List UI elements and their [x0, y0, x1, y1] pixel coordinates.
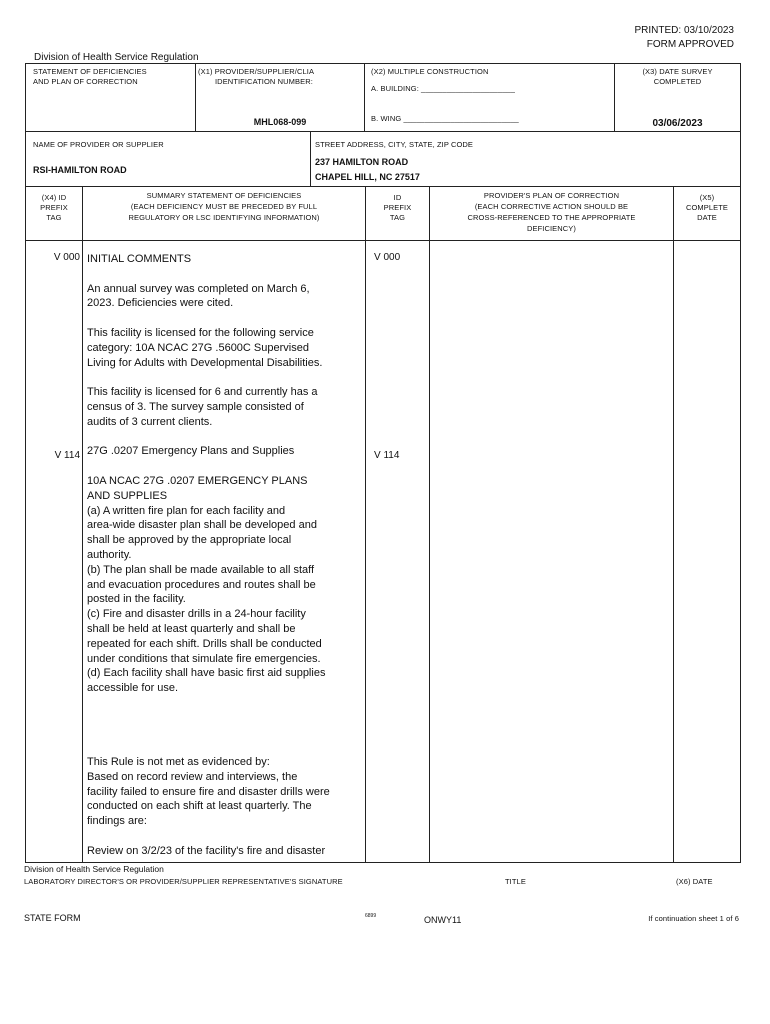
- address-line-1: 237 HAMILTON ROAD: [315, 157, 409, 167]
- plan-header-2: (EACH CORRECTIVE ACTION SHOULD BE: [474, 202, 629, 211]
- provider-name-label: NAME OF PROVIDER OR SUPPLIER: [33, 140, 164, 149]
- x6-date-label: (X6) DATE: [676, 877, 713, 886]
- division-title: Division of Health Service Regulation: [34, 52, 199, 63]
- paragraph-rule-text: 10A NCAC 27G .0207 EMERGENCY PLANS AND SUPPLIES (a) A written fire plan for each facility and area-wide disaster plan shall be developed and shall be approved by the appropriate local authority. (b) The plan shall be made available to all staff and evacuation procedures and routes shall be posted in the facility. (c) Fire and disaster drills in a 24-hour facility shall be held at least quarterly and shall be repeated for each shift. Drills shall be conducted under conditions that simulate fire emergencies. (d) Each facility shall have basic first aid supplies accessible for use.: [87, 474, 326, 695]
- summary-column: [87, 252, 362, 873]
- form-status: FORM APPROVED: [646, 39, 734, 50]
- title-label: TITLE: [505, 877, 526, 886]
- paragraph-survey: An annual survey was completed on March 6, 2023. Deficiencies were cited.: [87, 282, 310, 310]
- x4-header-3: TAG: [46, 213, 62, 222]
- x5-header-1: (X5): [699, 193, 715, 202]
- x4-header-1: (X4) ID: [41, 193, 67, 202]
- building-field: A. BUILDING: ______________________: [371, 84, 516, 93]
- provider-name: RSI-HAMILTON ROAD: [33, 165, 127, 175]
- printed-date: PRINTED: 03/10/2023: [634, 25, 734, 36]
- id-header-1: ID: [393, 193, 402, 202]
- x5-header-2: COMPLETE: [685, 203, 729, 212]
- x5-header-3: DATE: [697, 213, 717, 222]
- x2-label: (X2) MULTIPLE CONSTRUCTION: [371, 67, 489, 76]
- document-id: ONWY11: [424, 915, 462, 925]
- tag-v114: V 114: [54, 450, 80, 461]
- summary-header-3: REGULATORY OR LSC IDENTIFYING INFORMATION): [128, 213, 320, 222]
- provider-id-number: MHL068-099: [253, 117, 307, 127]
- id-header-2: PREFIX: [383, 203, 412, 212]
- tag-v000: V 000: [53, 252, 80, 263]
- tag-v114-right: V 114: [374, 450, 400, 461]
- signature-label: LABORATORY DIRECTOR'S OR PROVIDER/SUPPLIER REPRESENTATIVE'S SIGNATURE: [24, 877, 343, 886]
- plan-header-1: PROVIDER'S PLAN OF CORRECTION: [483, 191, 620, 200]
- plan-header-3: CROSS-REFERENCED TO THE APPROPRIATE: [467, 213, 636, 222]
- address-line-2: CHAPEL HILL, NC 27517: [315, 172, 420, 182]
- x1-label-1: (X1) PROVIDER/SUPPLIER/CLIA: [198, 67, 315, 76]
- plan-header-4: DEFICIENCY): [526, 224, 577, 233]
- statement-label-1: STATEMENT OF DEFICIENCIES: [33, 67, 147, 76]
- paragraph-review: Review on 3/2/23 of the facility's fire and disaster: [87, 844, 326, 857]
- summary-header-2: (EACH DEFICIENCY MUST BE PRECEDED BY FULL: [130, 202, 318, 211]
- state-form-label: STATE FORM: [24, 913, 81, 923]
- id-header-3: TAG: [389, 213, 406, 222]
- x3-label-1: (X3) DATE SURVEY: [642, 67, 713, 76]
- x1-label-2: IDENTIFICATION NUMBER:: [215, 77, 313, 86]
- survey-date: 03/06/2023: [652, 118, 703, 129]
- paragraph-license-category: This facility is licensed for the following service category: 10A NCAC 27G .5600C Supervised Living for Adults with Developmental Disabilities.: [87, 326, 323, 369]
- statement-label-2: AND PLAN OF CORRECTION: [33, 77, 138, 86]
- wing-field: B. WING ___________________________: [371, 114, 519, 123]
- emergency-plans-title: 27G .0207 Emergency Plans and Supplies: [87, 445, 295, 458]
- paragraph-not-met: This Rule is not met as evidenced by: Based on record review and interviews, the facility failed to ensure fire and disaster drills were conducted on each shift at least quarterly. The findings are:: [87, 755, 330, 828]
- tag-v000-right: V 000: [374, 252, 401, 263]
- initial-comments-title: INITIAL COMMENTS: [87, 253, 192, 265]
- form-code: 6899: [365, 913, 377, 919]
- x3-label-2: COMPLETED: [653, 77, 702, 86]
- x4-header-2: PREFIX: [40, 203, 68, 212]
- address-label: STREET ADDRESS, CITY, STATE, ZIP CODE: [315, 140, 474, 149]
- summary-header-1: SUMMARY STATEMENT OF DEFICIENCIES: [146, 191, 302, 200]
- footer-division: Division of Health Service Regulation: [24, 864, 164, 874]
- paragraph-census: This facility is licensed for 6 and currently has a census of 3. The survey sample consisted of audits of 3 current clients.: [87, 386, 318, 428]
- continuation-sheet: If continuation sheet 1 of 6: [648, 914, 739, 923]
